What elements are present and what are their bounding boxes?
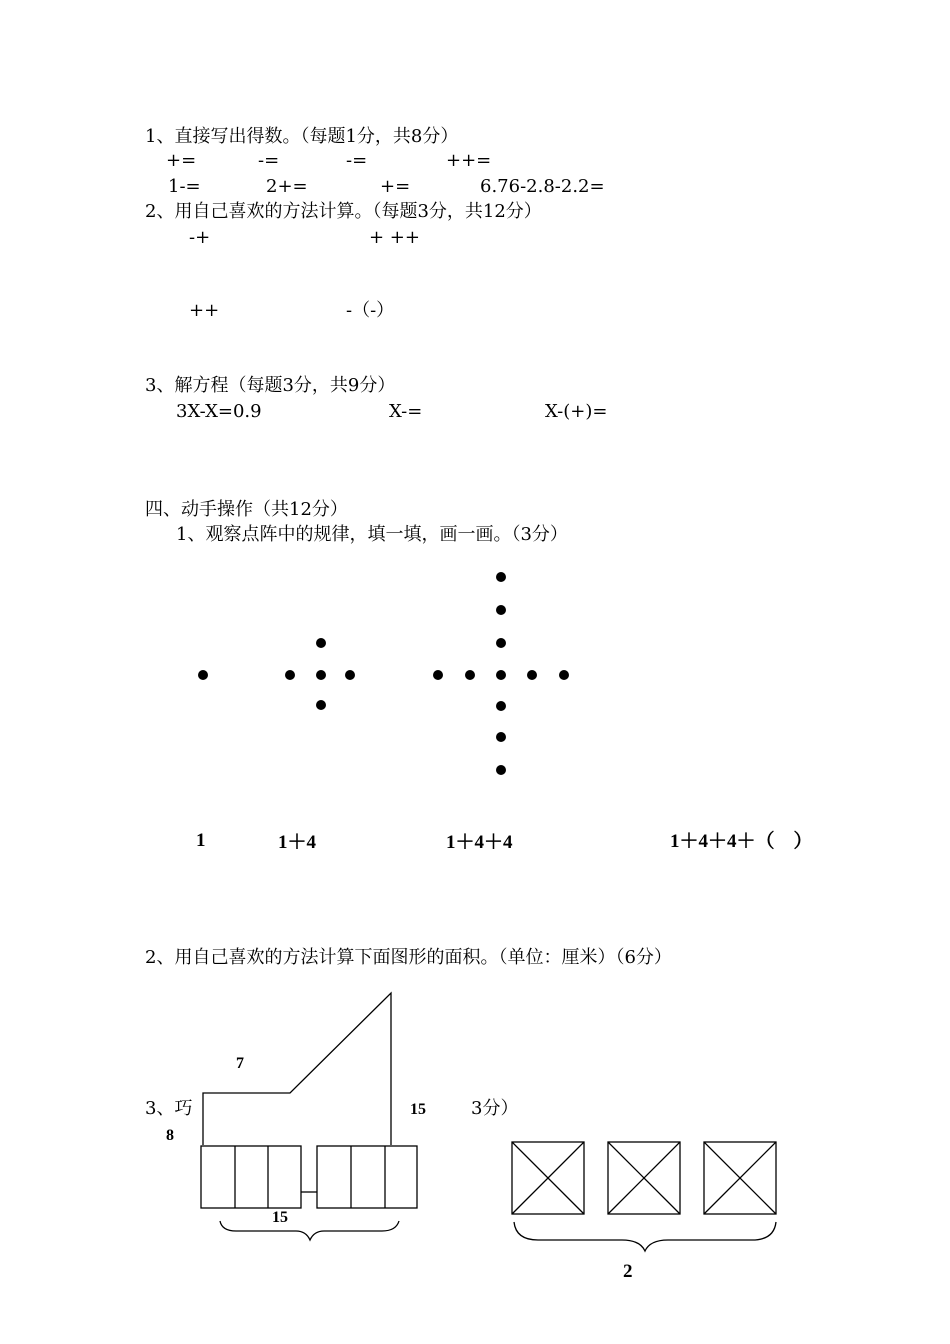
dot-pattern-1 [198, 670, 208, 680]
s1-problem: 2+= [266, 176, 308, 197]
dot [496, 701, 506, 711]
area-figure [203, 993, 391, 1145]
q1-title: 1、观察点阵中的规律，填一填，画一画。（3分） [176, 524, 568, 545]
dot [559, 670, 569, 680]
dot [285, 670, 295, 680]
q2-title: 2、用自己喜欢的方法计算下面图形的面积。（单位：厘米）（6分） [145, 947, 672, 968]
dot-pattern-3 [433, 572, 569, 775]
s2-problem: + ++ [369, 227, 420, 248]
rect-width-label: 15 [272, 1209, 288, 1226]
dot [316, 700, 326, 710]
rect-group [201, 1146, 417, 1208]
dot [316, 670, 326, 680]
dot [496, 765, 506, 775]
equation: X-= [389, 401, 423, 422]
dot [496, 732, 506, 742]
s1-problem: 1-= [168, 176, 201, 197]
dot [198, 670, 208, 680]
dot-expression: 1＋4＋4 [446, 832, 513, 853]
s1-problem: += [380, 176, 411, 197]
s2-problem: -+ [189, 227, 211, 248]
dot [496, 605, 506, 615]
figure-label-right: 15 [410, 1101, 426, 1118]
dot-pattern-2 [285, 638, 355, 710]
s1-problem: ++= [446, 150, 492, 171]
s2-problem: -（-） [346, 300, 395, 321]
section2-title: 2、用自己喜欢的方法计算。（每题3分，共12分） [145, 201, 542, 222]
s1-problem: += [166, 150, 197, 171]
equation: X-(+)= [545, 401, 608, 422]
dot-expression: 1＋4 [278, 832, 317, 853]
dot [496, 638, 506, 648]
s1-problem: 6.76-2.8-2.2= [480, 176, 605, 197]
dot [465, 670, 475, 680]
boxes-label: 2 [623, 1261, 633, 1282]
x-box-group [512, 1142, 776, 1214]
figure-label-top: 7 [236, 1055, 244, 1072]
section1-title: 1、直接写出得数。（每题1分，共8分） [145, 126, 459, 147]
s1-problem: -= [346, 150, 368, 171]
figure-label-left: 8 [166, 1127, 174, 1144]
dot-expression: 1＋4＋4＋（ ） [670, 831, 813, 852]
section3-title: 3、解方程（每题3分，共9分） [145, 375, 396, 396]
dot [433, 670, 443, 680]
dot [316, 638, 326, 648]
dot-expression: 1 [196, 830, 206, 851]
s1-problem: -= [258, 150, 280, 171]
q3-title-right: 3分） [471, 1098, 519, 1119]
dot [345, 670, 355, 680]
s2-problem: ++ [189, 300, 220, 321]
part4-title: 四、动手操作（共12分） [145, 499, 348, 520]
dot [496, 670, 506, 680]
brace [514, 1222, 776, 1251]
dot [527, 670, 537, 680]
q3-title-left: 3、巧 [145, 1098, 193, 1119]
brace [220, 1221, 399, 1240]
equation: 3X-X=0.9 [176, 401, 262, 422]
dot [496, 572, 506, 582]
